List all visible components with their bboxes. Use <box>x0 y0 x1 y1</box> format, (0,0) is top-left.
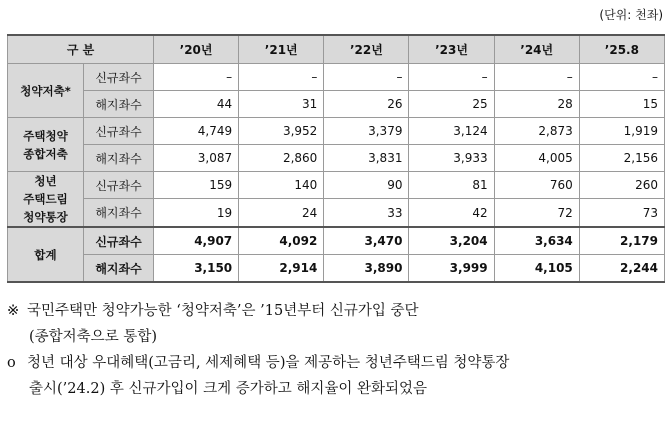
table-cell: 2,156 <box>579 145 664 172</box>
table-cell: 19 <box>154 199 239 227</box>
table-cell: 72 <box>494 199 579 227</box>
row-type-label: 해지좌수 <box>84 199 154 227</box>
notes-section <box>7 298 667 402</box>
header-year: ’20년 <box>154 35 239 64</box>
account-stats-table <box>7 34 665 283</box>
note-text: 출시(’24.2) 후 신규가입이 크게 증가하고 해지율이 완화되었음 <box>29 381 428 397</box>
table-cell: 81 <box>409 172 494 199</box>
table-cell: 44 <box>154 91 239 118</box>
table-cell: 3,831 <box>324 145 409 172</box>
table-cell: – <box>494 64 579 91</box>
table-cell: 2,860 <box>239 145 324 172</box>
row-type-label: 신규좌수 <box>84 118 154 145</box>
table-row-total <box>8 255 665 283</box>
note-line <box>7 298 667 324</box>
group-label-housing-savings: 주택청약 종합저축 <box>8 118 84 172</box>
table-cell: 1,919 <box>579 118 664 145</box>
table-cell: 2,873 <box>494 118 579 145</box>
header-year: ’25.8 <box>579 35 664 64</box>
table-cell: 3,204 <box>409 227 494 255</box>
group-label-youth-dream: 청년 주택드림 청약통장 <box>8 172 84 228</box>
header-year: ’24년 <box>494 35 579 64</box>
table-cell: 2,244 <box>579 255 664 283</box>
table-row <box>8 118 665 145</box>
table-cell: 4,749 <box>154 118 239 145</box>
table-row-total <box>8 227 665 255</box>
header-year: ’23년 <box>409 35 494 64</box>
table-cell: 28 <box>494 91 579 118</box>
note-line <box>7 376 667 402</box>
table-cell: 2,179 <box>579 227 664 255</box>
header-year: ’21년 <box>239 35 324 64</box>
table-cell: 3,952 <box>239 118 324 145</box>
note-text: 청년 대상 우대혜택(고금리, 세제혜택 등)을 제공하는 청년주택드림 청약통장 <box>27 355 510 371</box>
header-year: ’22년 <box>324 35 409 64</box>
reference-mark-icon: ※ <box>7 303 20 319</box>
table-cell: 4,907 <box>154 227 239 255</box>
table-header-row <box>8 35 665 64</box>
group-label-savings: 청약저축* <box>8 64 84 118</box>
table-cell: – <box>409 64 494 91</box>
note-line <box>7 350 667 376</box>
row-type-label: 해지좌수 <box>84 145 154 172</box>
table-cell: – <box>239 64 324 91</box>
table-cell: 3,890 <box>324 255 409 283</box>
header-category: 구 분 <box>8 35 154 64</box>
table-cell: 42 <box>409 199 494 227</box>
table-cell: 260 <box>579 172 664 199</box>
table-row <box>8 145 665 172</box>
table-cell: 33 <box>324 199 409 227</box>
group-label-total: 합계 <box>8 227 84 282</box>
table-cell: 760 <box>494 172 579 199</box>
row-type-label: 해지좌수 <box>84 91 154 118</box>
table-cell: 15 <box>579 91 664 118</box>
table-cell: 24 <box>239 199 324 227</box>
table-cell: 4,092 <box>239 227 324 255</box>
table-cell: 3,999 <box>409 255 494 283</box>
table-cell: 3,150 <box>154 255 239 283</box>
table-cell: 3,379 <box>324 118 409 145</box>
table-cell: 159 <box>154 172 239 199</box>
table-cell: – <box>154 64 239 91</box>
note-text: 국민주택만 청약가능한 ‘청약저축’은 ’15년부터 신규가입 중단 <box>27 303 419 319</box>
row-type-label: 신규좌수 <box>84 172 154 199</box>
table-cell: 3,124 <box>409 118 494 145</box>
row-type-label: 신규좌수 <box>84 227 154 255</box>
table-cell: 25 <box>409 91 494 118</box>
table-cell: 26 <box>324 91 409 118</box>
table-row <box>8 91 665 118</box>
row-type-label: 해지좌수 <box>84 255 154 283</box>
note-text: (종합저축으로 통합) <box>29 329 157 345</box>
bullet-icon: o <box>7 355 16 371</box>
table-cell: 3,087 <box>154 145 239 172</box>
row-type-label: 신규좌수 <box>84 64 154 91</box>
table-cell: 31 <box>239 91 324 118</box>
table-cell: 73 <box>579 199 664 227</box>
table-row <box>8 64 665 91</box>
table-row <box>8 199 665 227</box>
table-cell: 4,005 <box>494 145 579 172</box>
table-row <box>8 172 665 199</box>
table-cell: 4,105 <box>494 255 579 283</box>
table-cell: 2,914 <box>239 255 324 283</box>
table-cell: – <box>324 64 409 91</box>
table-cell: 90 <box>324 172 409 199</box>
table-cell: 140 <box>239 172 324 199</box>
table-cell: 3,933 <box>409 145 494 172</box>
unit-note: (단위: 천좌) <box>599 8 663 22</box>
table-cell: 3,634 <box>494 227 579 255</box>
table-cell: 3,470 <box>324 227 409 255</box>
note-line <box>7 324 667 350</box>
table-cell: – <box>579 64 664 91</box>
